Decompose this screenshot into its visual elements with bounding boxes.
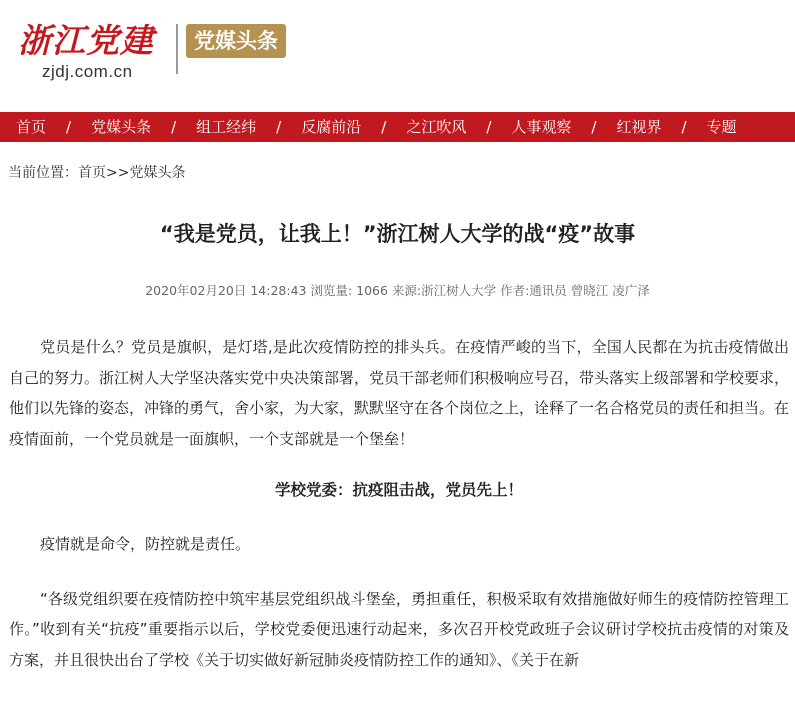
article-meta: 2020年02月20日 14:28:43 浏览量: 1066 来源:浙江树人大学 作者:通讯员 曾晓江 凌广泽 xyxy=(145,283,650,298)
nav-separator: / xyxy=(276,118,282,136)
nav-item-red-vision[interactable]: 红视界 xyxy=(616,118,662,136)
breadcrumb-current-link[interactable]: 党媒头条 xyxy=(129,165,186,181)
article-paragraph: “各级党组织要在疫情防控中筑牢基层党组织战斗堡垒，勇担重任，积极采取有效措施做好师生的疫情防控管理工作。”收到有关“抗疫”重要指示以后，学校党委便迅速行动起来，多次召开校党政班子会议研讨学校抗击疫情的对策及方案，并且很快出台了学校《关于切实做好新冠肺炎疫情防控工作的通知》、《关于在新 xyxy=(9,589,789,669)
channel-badge: 党媒头条 xyxy=(186,24,286,58)
article-body xyxy=(9,332,789,675)
nav-item-personnel[interactable]: 人事观察 xyxy=(511,118,572,136)
article-paragraph: 疫情就是命令，防控就是责任。 xyxy=(40,535,251,553)
site-header xyxy=(0,0,795,112)
main-nav xyxy=(0,112,795,142)
breadcrumb-home-link[interactable]: 首页 xyxy=(78,165,106,181)
nav-separator: / xyxy=(591,118,597,136)
nav-separator: / xyxy=(66,118,72,136)
nav-item-organization[interactable]: 组工经纬 xyxy=(196,118,257,136)
nav-item-headlines[interactable]: 党媒头条 xyxy=(91,118,152,136)
breadcrumb-label: 当前位置： xyxy=(8,165,78,181)
nav-separator: / xyxy=(381,118,387,136)
logo-divider xyxy=(176,24,178,74)
article-paragraph: 党员是什么？党员是旗帜，是灯塔,是此次疫情防控的排头兵。在疫情严峻的当下，全国人民都在为抗击疫情做出自己的努力。浙江树人大学坚决落实党中央决策部署，党员干部老师们积极响应号召，带头落实上级部署和学校要求，他们以先锋的姿态，冲锋的勇气，舍小家，为大家，默默坚守在各个岗位之上，诠释了一名合格党员的责任和担当。在疫情面前，一个党员就是一面旗帜，一个支部就是一个堡垒！ xyxy=(9,338,790,448)
logo-text: 浙江党建 xyxy=(18,21,154,60)
breadcrumb xyxy=(8,162,185,182)
breadcrumb-separator: >> xyxy=(106,165,130,181)
nav-item-anticorruption[interactable]: 反腐前沿 xyxy=(301,118,362,136)
site-logo[interactable] xyxy=(18,22,168,82)
logo-domain: zjdj.com.cn xyxy=(42,62,133,81)
nav-item-topics[interactable]: 专题 xyxy=(706,118,737,136)
nav-item-zhijiang[interactable]: 之江吹风 xyxy=(406,118,467,136)
nav-separator: / xyxy=(171,118,177,136)
article-title: “我是党员，让我上！”浙江树人大学的战“疫”故事 xyxy=(159,222,636,246)
nav-separator: / xyxy=(486,118,492,136)
nav-separator: / xyxy=(681,118,687,136)
nav-item-home[interactable]: 首页 xyxy=(16,118,47,136)
article-subheading: 学校党委：抗疫阻击战，党员先上！ xyxy=(274,481,523,499)
